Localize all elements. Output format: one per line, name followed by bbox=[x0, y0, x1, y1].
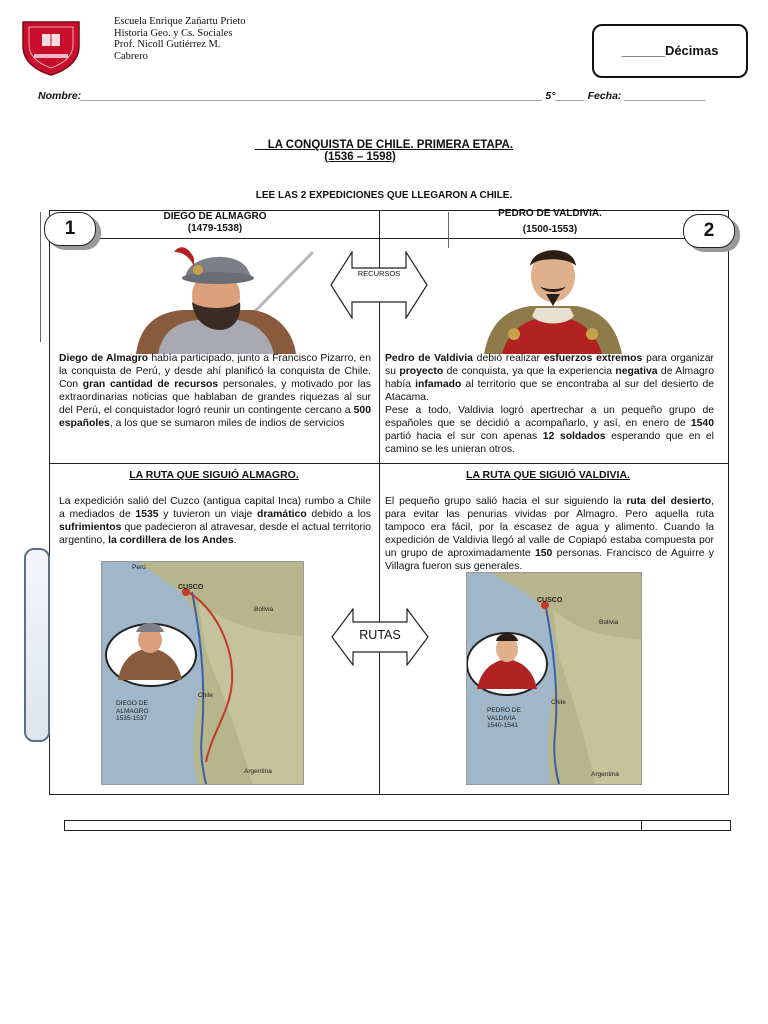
table-border-right bbox=[728, 210, 729, 795]
almagro-years: (1479-1538) bbox=[187, 223, 243, 234]
bottom-table-divider bbox=[641, 820, 642, 831]
valdivia-map-caption: PEDRO DE VALDIVIA 1540-1541 bbox=[487, 707, 521, 729]
map-bolivia-label: Bolivia bbox=[254, 606, 274, 613]
valdivia-route-map bbox=[466, 572, 642, 785]
table-divider-header bbox=[49, 238, 729, 239]
map-peru-label: Perú bbox=[132, 564, 146, 571]
decimas-label: ______Décimas bbox=[621, 43, 719, 58]
almagro-route-title: LA RUTA QUE SIGUIÓ ALMAGRO. bbox=[129, 469, 299, 481]
page-title bbox=[0, 139, 768, 163]
map-bolivia-label-2: Bolivia bbox=[599, 619, 619, 626]
side-scroll-tab[interactable] bbox=[24, 548, 50, 742]
student-info-line[interactable]: Nombre:_______________________________________________________________________________ 5°_____ Fecha: ______________ bbox=[38, 90, 707, 102]
map-argentina-label: Argentina bbox=[244, 768, 272, 775]
decimas-box bbox=[592, 24, 748, 78]
valdivia-name: PEDRO DE VALDIVIA. bbox=[498, 208, 602, 219]
rutas-label: RUTAS bbox=[359, 628, 401, 642]
school-crest bbox=[20, 18, 82, 76]
valdivia-route-title: LA RUTA QUE SIGUIÓ VALDIVIA. bbox=[466, 469, 630, 481]
recursos-label: RECURSOS bbox=[357, 269, 401, 278]
map-chile-label: Chile bbox=[198, 692, 213, 699]
title-line-1: __LA CONQUISTA DE CHILE. PRIMERA ETAPA. bbox=[254, 139, 514, 151]
subject-line: Historia Geo. y Cs. Sociales bbox=[114, 27, 233, 39]
map-argentina-label-2: Argentina bbox=[591, 771, 619, 778]
instruction-text: LEE LAS 2 EXPEDICIONES QUE LLEGARON A CHILE. bbox=[255, 190, 513, 201]
almagro-route-paragraph: La expedición salió del Cuzco (antigua capital Inca) rumbo a Chile a mediados de 1535 y tuvieron un viaje dramático debido a los sufrimientos que padecieron al atravesar, desde el actual territorio argentino, la cordillera de los Andes. bbox=[59, 496, 371, 546]
map-chile-label-2: Chile bbox=[551, 699, 566, 706]
map-cusco-label: CUSCO bbox=[178, 584, 204, 591]
almagro-heading bbox=[110, 211, 320, 235]
valdivia-paragraph: Pedro de Valdivia debió realizar esfuerzos extremos para organizar su proyecto de conquista, ya que la experiencia negativa de Almagro había infamado al territorio que se encontraba al sur del desierto de Atacama. Pese a todo, Valdivia logró apertrechar a un pequeño grupo de españoles que se decidió a acompañarlo, y así, en enero de 1540 partió hacia el sur con apenas 12 soldados esperando que en el camino se les unieran otros. bbox=[385, 353, 715, 455]
school-info bbox=[114, 16, 246, 62]
city-line: Cabrero bbox=[114, 50, 148, 62]
number-badge-2: 2 bbox=[683, 214, 735, 248]
table-border-bottom bbox=[49, 794, 729, 795]
almagro-portrait bbox=[128, 244, 318, 354]
rutas-arrow bbox=[331, 608, 429, 666]
school-name: Escuela Enrique Zañartu Prieto bbox=[114, 16, 246, 27]
valdivia-heading bbox=[440, 208, 660, 236]
recursos-arrow bbox=[330, 251, 428, 319]
almagro-route-map bbox=[101, 561, 304, 785]
number-badge-1: 1 bbox=[44, 212, 96, 246]
title-years: (1536 – 1598) bbox=[324, 151, 396, 163]
margin-line bbox=[40, 212, 41, 342]
almagro-paragraph: Diego de Almagro había participado, junto a Francisco Pizarro, en la conquista de Perú, y desde ahí planificó la conquista de Chile. Con gran cantidad de recursos personales, y motivado por las extraordinarias noticias que hablaban de grandes riquezas al sur del Perú, el conquistador logró reunir un contingente cercano a 500 españoles, a los que se sumaron miles de indios de servicios bbox=[59, 353, 371, 429]
teacher-line: Prof. Nicoll Gutiérrez M. bbox=[114, 39, 221, 50]
almagro-map-caption: DIEGO DE ALMAGRO 1535-1537 bbox=[116, 700, 149, 722]
valdivia-route-paragraph: El pequeño grupo salió hacia el sur siguiendo la ruta del desierto, para evitar las penurias vividas por Almagro. Pero aquella ruta tampoco era fácil, por la escasez de agua y alimento. Cuando la expedición de Valdivia llegó al valle de Copiapó estaba compuesta por un grupo de aproximadamente 150 personas. Francisco de Aguirre y Villagra fueron sus generales. bbox=[385, 496, 714, 572]
almagro-name: DIEGO DE ALMAGRO bbox=[163, 211, 267, 222]
map-cusco-label-2: CUSCO bbox=[537, 597, 563, 604]
bottom-table-row bbox=[64, 820, 731, 831]
table-divider-middle bbox=[49, 463, 729, 464]
valdivia-years: (1500-1553) bbox=[522, 224, 578, 235]
valdivia-portrait bbox=[484, 242, 622, 354]
